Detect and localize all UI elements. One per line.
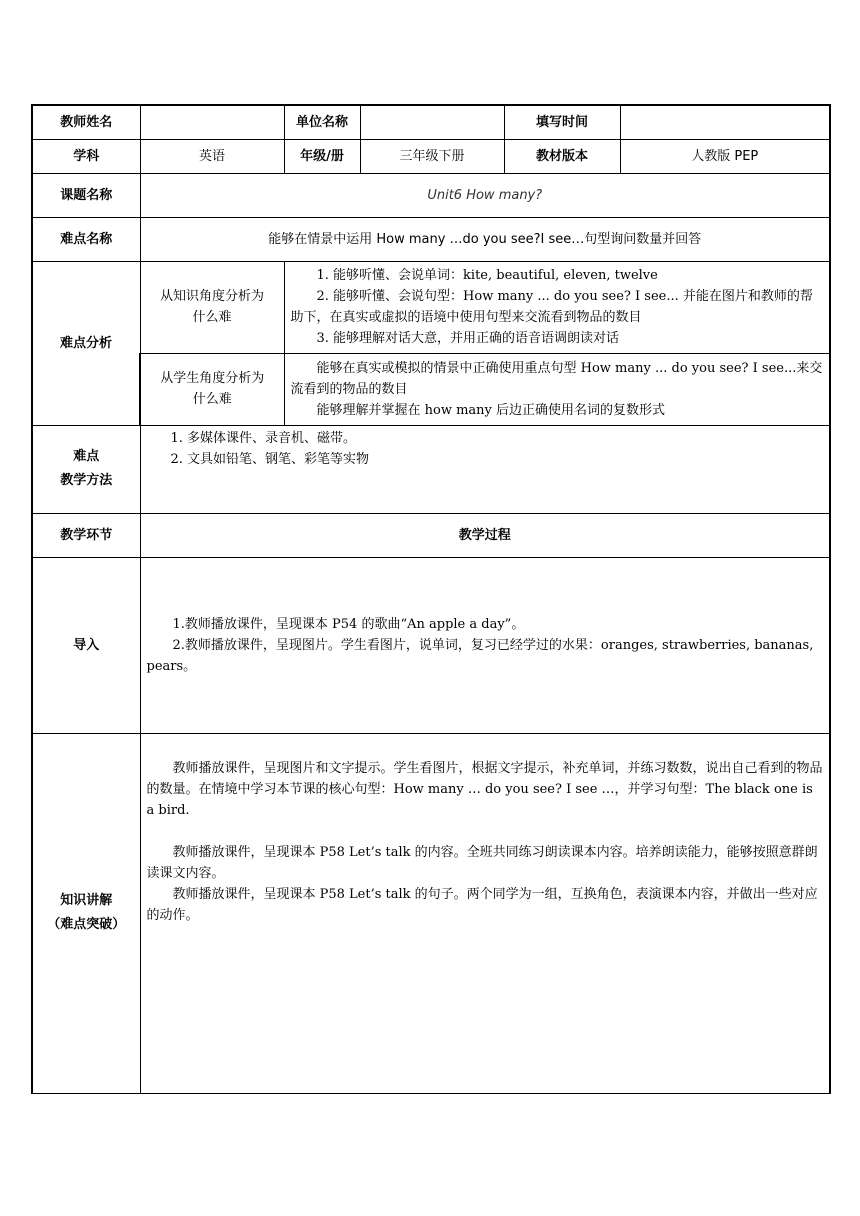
fill-time-label: 填写时间: [504, 105, 620, 139]
subject-value: 英语: [140, 139, 284, 173]
grade-label: 年级/册: [284, 139, 360, 173]
row-topic: [32, 173, 830, 217]
knowledge-content: [140, 733, 830, 1093]
topic-label: 课题名称: [32, 173, 140, 217]
knowledge-paragraph: 教师播放课件，呈现图片和文字提示。学生看图片，根据文字提示，补充单词，并练习数数，说出自己看到的物品的数量。在情境中学习本节课的核心句型：How many … do you see? I see …，并学习句型：The black one is a bird.: [146, 760, 823, 818]
knowledge-paragraph: 教师播放课件，呈现课本 P58 Let’s talk 的内容。全班共同练习朗读课本内容。培养朗读能力，能够按照意群朗读课文内容。: [146, 844, 818, 881]
knowledge-angle-content: [284, 261, 830, 353]
method-item: 2. 文具如铅笔、钢笔、彩笔等实物: [170, 451, 370, 467]
stage-header-label: 教学环节: [32, 513, 140, 557]
student-angle-label-line-2: 什么难: [192, 392, 232, 407]
row-difficulty: [32, 217, 830, 261]
row-analysis-knowledge: [32, 261, 830, 353]
method-item: 1. 多媒体课件、录音机、磁带。: [170, 430, 357, 446]
intro-paragraph: 1.教师播放课件，呈现课本 P54 的歌曲“An apple a day”。: [172, 616, 525, 632]
knowledge-paragraph: 教师播放课件，呈现课本 P58 Let’s talk 的句子。两个同学为一组，互换角色，表演课本内容，并做出一些对应的动作。: [146, 886, 818, 923]
knowledge-angle-label: [140, 261, 284, 353]
intro-content: [140, 557, 830, 733]
knowledge-label-line-2: （难点突破）: [47, 917, 126, 932]
student-angle-label-line-1: 从学生角度分析为: [160, 371, 265, 386]
analysis-label: 难点分析: [32, 261, 140, 425]
student-angle-label: [140, 353, 284, 425]
student-item: 能够在真实或模拟的情景中正确使用重点句型 How many ... do you see? I see...来交流看到的物品的数目: [290, 360, 823, 397]
knowledge-item: 3. 能够理解对话大意，并用正确的语音语调朗读对话: [316, 331, 620, 346]
knowledge-angle-label-line-2: 什么难: [192, 310, 232, 325]
difficulty-label: 难点名称: [32, 217, 140, 261]
row-knowledge: [32, 733, 830, 1093]
topic-value: Unit6 How many?: [140, 173, 830, 217]
row-header: [32, 105, 830, 139]
method-label-line-2: 教学方法: [60, 473, 113, 488]
method-label-line-1: 难点: [73, 449, 100, 464]
intro-label: 导入: [32, 557, 140, 733]
row-analysis-student: [32, 353, 830, 425]
subject-label: 学科: [32, 139, 140, 173]
teacher-name-value[interactable]: [140, 105, 284, 139]
knowledge-label-line-1: 知识讲解: [60, 893, 113, 908]
edition-label: 教材版本: [504, 139, 620, 173]
method-content: [140, 425, 830, 513]
student-angle-content: [284, 353, 830, 425]
method-label: [32, 425, 140, 513]
edition-value: 人教版 PEP: [620, 139, 830, 173]
knowledge-item: 1. 能够听懂、会说单词：kite, beautiful, eleven, twelve: [316, 268, 658, 283]
knowledge-label: [32, 733, 140, 1093]
process-header-label: 教学过程: [140, 513, 830, 557]
row-method: [32, 425, 830, 513]
teacher-name-label: 教师姓名: [32, 105, 140, 139]
fill-time-value[interactable]: [620, 105, 830, 139]
knowledge-angle-label-line-1: 从知识角度分析为: [159, 289, 264, 304]
unit-name-value[interactable]: [360, 105, 504, 139]
paragraph-spacer: [147, 821, 824, 842]
unit-name-label: 单位名称: [284, 105, 360, 139]
student-item: 能够理解并掌握在 how many 后边正确使用名词的复数形式: [316, 402, 666, 418]
row-intro: [32, 557, 830, 733]
intro-paragraph: 2.教师播放课件，呈现图片。学生看图片，说单词，复习已经学过的水果：oranges, strawberries, bananas, pears。: [146, 637, 814, 674]
difficulty-value: 能够在情景中运用 How many …do you see?I see…句型询问数量并回答: [140, 217, 830, 261]
row-info: [32, 139, 830, 173]
grade-value: 三年级下册: [360, 139, 504, 173]
lesson-plan-table: [31, 104, 831, 1094]
row-process-header: [32, 513, 830, 557]
knowledge-item: 2. 能够听懂、会说句型：How many ... do you see? I see... 并能在图片和教师的帮助下，在真实或虚拟的语境中使用句型来交流看到物品的数目: [290, 289, 813, 325]
